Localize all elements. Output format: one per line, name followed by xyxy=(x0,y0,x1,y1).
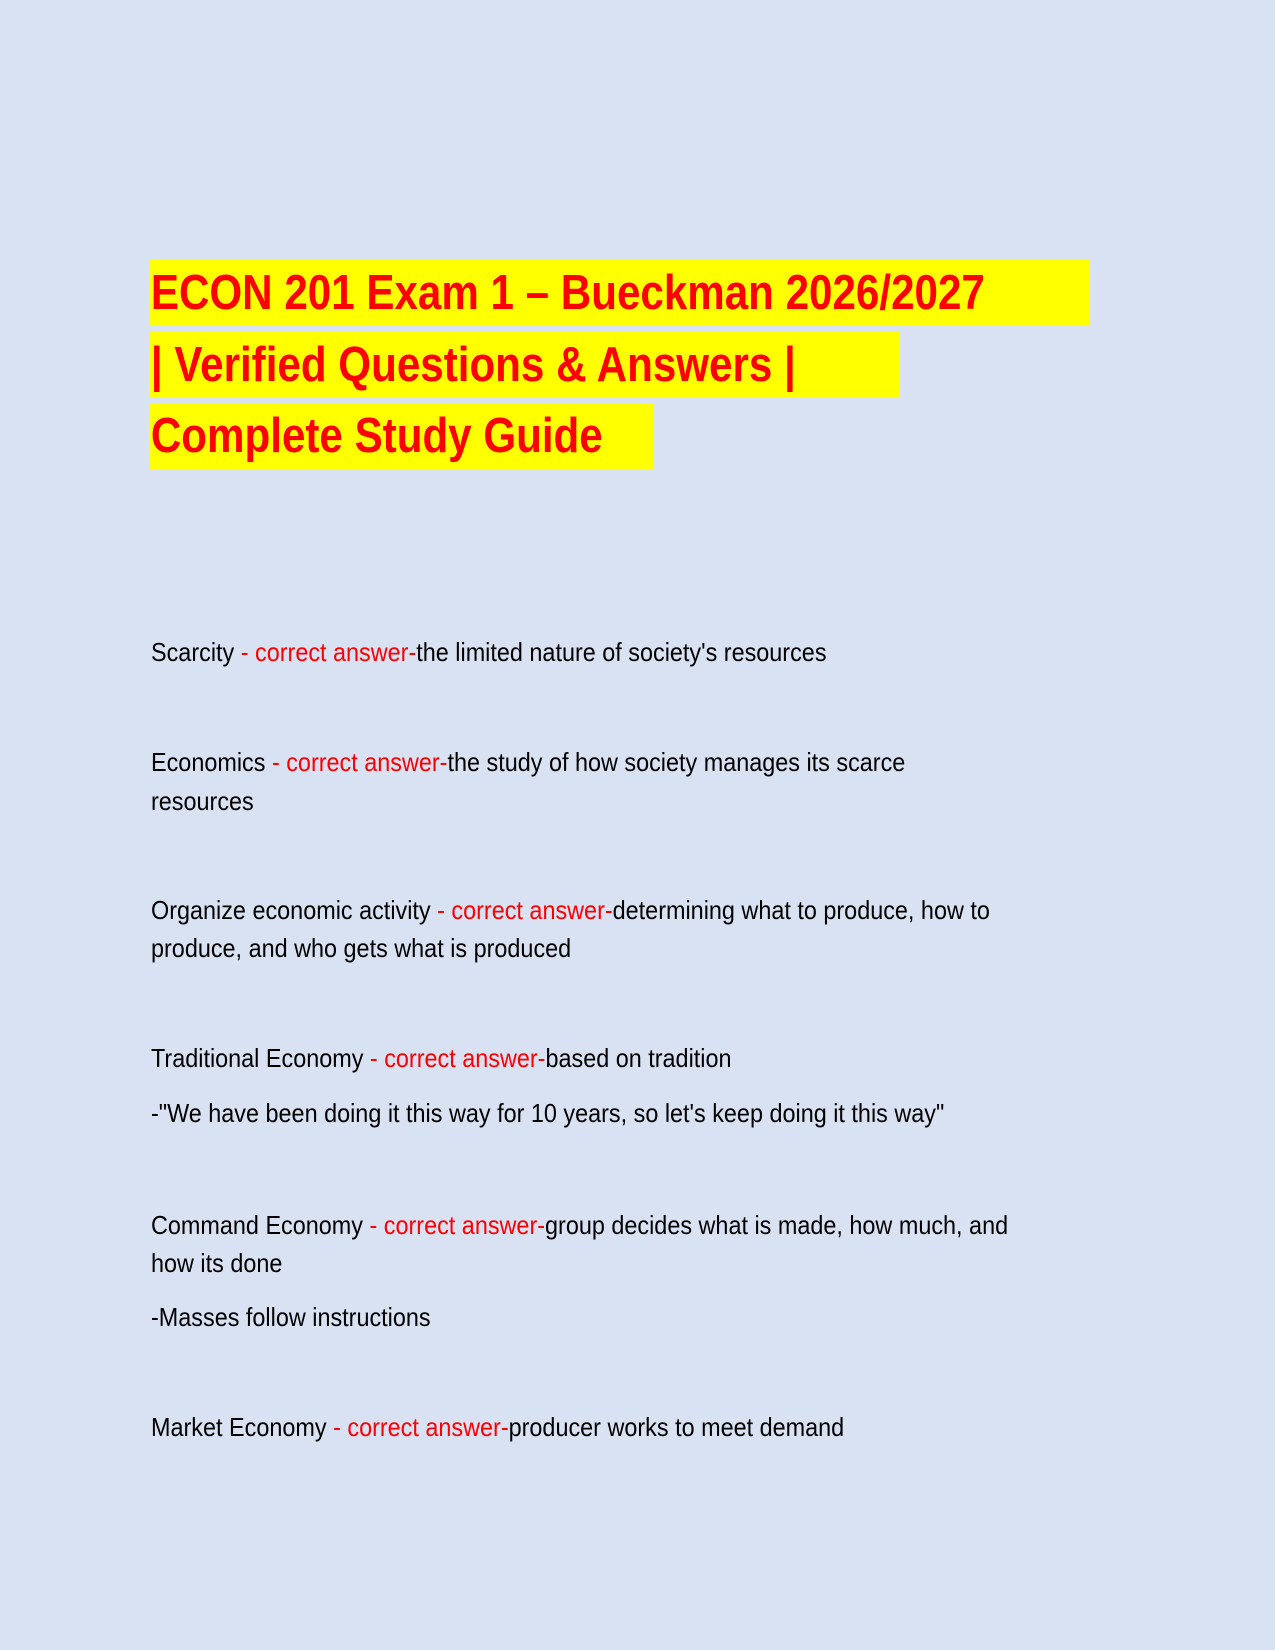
definition-continuation xyxy=(151,786,254,816)
title-line-3-text: Complete Study Guide xyxy=(150,409,603,463)
term: Market Economy xyxy=(151,1412,327,1442)
correct-answer-label: - correct answer- xyxy=(265,747,448,777)
entry-line xyxy=(151,637,827,667)
title-line-2 xyxy=(150,332,899,398)
term: Scarcity xyxy=(151,637,235,667)
definition: how its done xyxy=(151,1248,283,1278)
term: Economics xyxy=(151,747,266,777)
definition: produce, and who gets what is produced xyxy=(151,933,572,963)
definition-continuation xyxy=(151,933,571,963)
definition: the study of how society manages its scarce xyxy=(447,747,906,777)
entry-line xyxy=(151,1210,1008,1240)
title-line-2-text: | Verified Questions & Answers | xyxy=(150,338,796,392)
correct-answer-label: - correct answer- xyxy=(362,1210,546,1240)
entry-note xyxy=(151,1302,431,1332)
term: Command Economy xyxy=(151,1210,363,1240)
term: Organize economic activity xyxy=(151,895,431,925)
definition: producer works to meet demand xyxy=(508,1412,845,1442)
definition: resources xyxy=(151,786,254,816)
definition: group decides what is made, how much, and xyxy=(545,1210,1009,1240)
entry-line xyxy=(151,895,990,925)
entry-note xyxy=(151,1098,944,1128)
definition: the limited nature of society's resources xyxy=(416,637,827,667)
entry-line xyxy=(151,747,905,777)
definition-continuation xyxy=(151,1248,282,1278)
title-line-3 xyxy=(150,403,654,469)
title-line-1-text: ECON 201 Exam 1 – Bueckman 2026/2027 xyxy=(150,266,985,320)
note-text: -"We have been doing it this way for 10 years, so let's keep doing it this way" xyxy=(151,1098,945,1128)
entry-line xyxy=(151,1043,732,1073)
term: Traditional Economy xyxy=(151,1043,364,1073)
correct-answer-label: - correct answer- xyxy=(326,1412,509,1442)
definition: based on tradition xyxy=(545,1043,732,1073)
definition: determining what to produce, how to xyxy=(612,895,990,925)
correct-answer-label: - correct answer- xyxy=(363,1043,546,1073)
correct-answer-label: - correct answer- xyxy=(234,637,417,667)
note-text: -Masses follow instructions xyxy=(151,1302,431,1332)
correct-answer-label: - correct answer- xyxy=(430,895,613,925)
title-line-1 xyxy=(150,260,1089,326)
entry-line xyxy=(151,1412,844,1442)
